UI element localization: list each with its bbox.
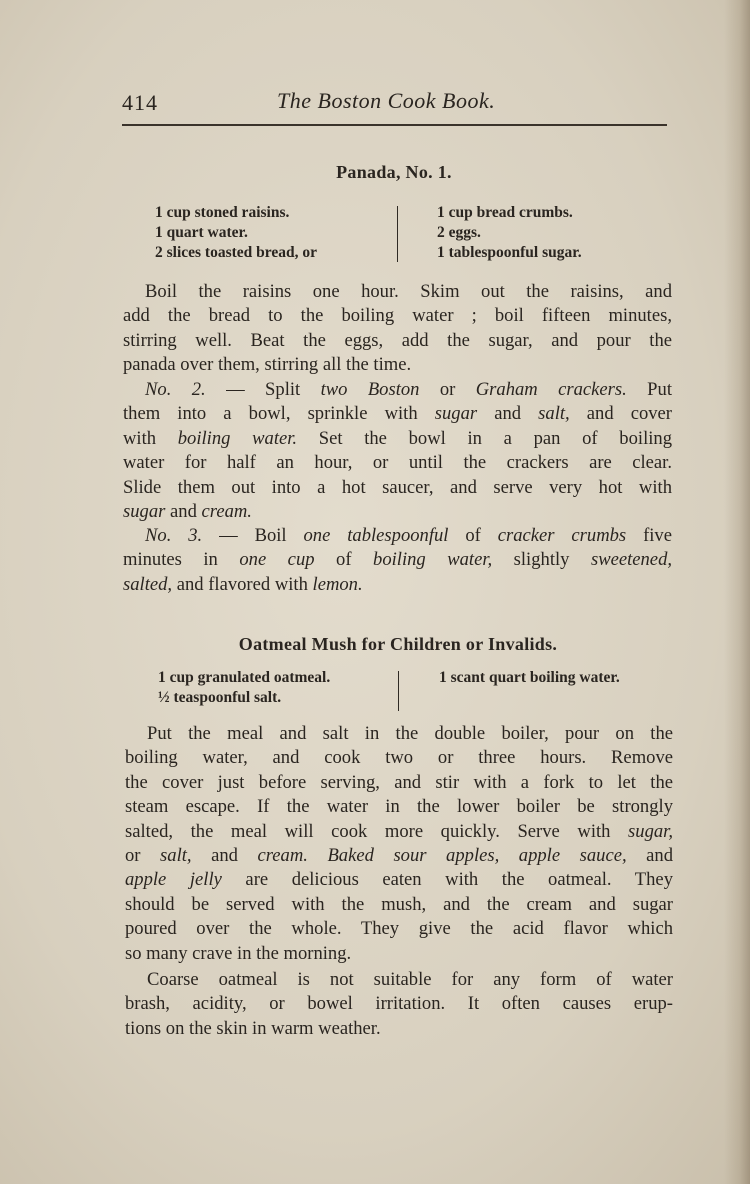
ingredients-oatmeal [158, 668, 678, 712]
text-line: the cover just before serving, and stir with a fork to let the [125, 771, 673, 793]
panada-instructions [123, 280, 672, 378]
oatmeal-instructions [125, 722, 673, 966]
text-line: or salt, and cream. Baked sour apples, apple sauce, and [125, 845, 673, 867]
text-line: boiling water, and cook two or three hours. Remove [125, 747, 673, 769]
ingredient-item: 1 cup granulated oatmeal. [158, 669, 331, 686]
ingredient-item: 1 scant quart boiling water. [439, 669, 620, 686]
text-line: Coarse oatmeal is not suitable for any form of water [147, 969, 673, 990]
text-line: brash, acidity, or bowel irritation. It often causes erup- [125, 993, 673, 1015]
ingredients-divider [397, 206, 398, 262]
ingredients-left-column [158, 668, 330, 708]
text-line: with boiling water. Set the bowl in a pan of boiling [123, 427, 672, 449]
page-header [122, 88, 666, 118]
text-line: stirring well. Beat the eggs, add the sugar, and pour the [123, 329, 672, 351]
variant-label: No. 2. [145, 379, 206, 400]
ingredient-item: 1 cup bread crumbs. [437, 204, 573, 221]
ingredient-item: 1 quart water. [155, 224, 248, 241]
ingredients-left-column [155, 203, 317, 263]
ingredient-item: 1 cup stoned raisins. [155, 204, 290, 221]
text-line: minutes in one cup of boiling water, slightly sweetened, [123, 549, 673, 571]
panada-no2-instructions [123, 378, 672, 524]
text-line: No. 3. — Boil one tablespoonful of cracker crumbs five [145, 525, 672, 546]
text-line: steam escape. If the water in the lower boiler be strongly [125, 796, 673, 818]
text-line: salted, and flavored with lemon. [123, 573, 363, 595]
running-title: The Boston Cook Book. [277, 88, 496, 113]
ingredient-item: 1 tablespoonful sugar. [437, 244, 582, 261]
text-line: apple jelly are delicious eaten with the oatmeal. They [125, 869, 673, 891]
text-line: panada over them, stirring all the time. [123, 354, 412, 376]
text-line: Slide them out into a hot saucer, and serve very hot with [123, 476, 672, 498]
oatmeal-note [125, 968, 673, 1041]
header-rule [122, 124, 667, 126]
ingredients-divider [398, 671, 399, 711]
text-line: water for half an hour, or until the crackers are clear. [123, 452, 672, 474]
variant-label: No. 3. [145, 525, 203, 546]
ingredient-item: ½ teaspoonful salt. [158, 689, 282, 706]
text-line: so many crave in the morning. [125, 942, 352, 964]
text-line: No. 2. — Split two Boston or Graham crackers. Put [145, 379, 672, 400]
recipe-title-panada: Panada, No. 1. [336, 162, 452, 182]
text-line: should be served with the mush, and the cream and sugar [125, 893, 673, 915]
ingredients-right-column [437, 203, 582, 263]
page-number: 414 [122, 90, 158, 115]
text-line: Put the meal and salt in the double boiler, pour on the [147, 723, 673, 744]
panada-no3-instructions [123, 524, 672, 597]
ingredient-item: 2 eggs. [437, 224, 481, 241]
text-line: salted, the meal will cook more quickly. Serve with sugar, [125, 820, 673, 842]
ingredient-item: 2 slices toasted bread, or [155, 244, 318, 261]
ingredients-right-column [439, 668, 620, 688]
text-line: poured over the whole. They give the acid flavor which [125, 918, 673, 940]
text-line: Boil the raisins one hour. Skim out the raisins, and [145, 281, 672, 302]
text-line: add the bread to the boiling water ; boil fifteen minutes, [123, 305, 672, 327]
text-line: sugar and cream. [123, 501, 252, 523]
recipe-title-oatmeal: Oatmeal Mush for Children or Invalids. [238, 634, 558, 654]
page-edge-shadow [724, 0, 750, 1184]
text-line: them into a bowl, sprinkle with sugar and salt, and cover [123, 403, 673, 425]
text-line: tions on the skin in warm weather. [125, 1017, 381, 1039]
ingredients-panada [155, 203, 675, 265]
